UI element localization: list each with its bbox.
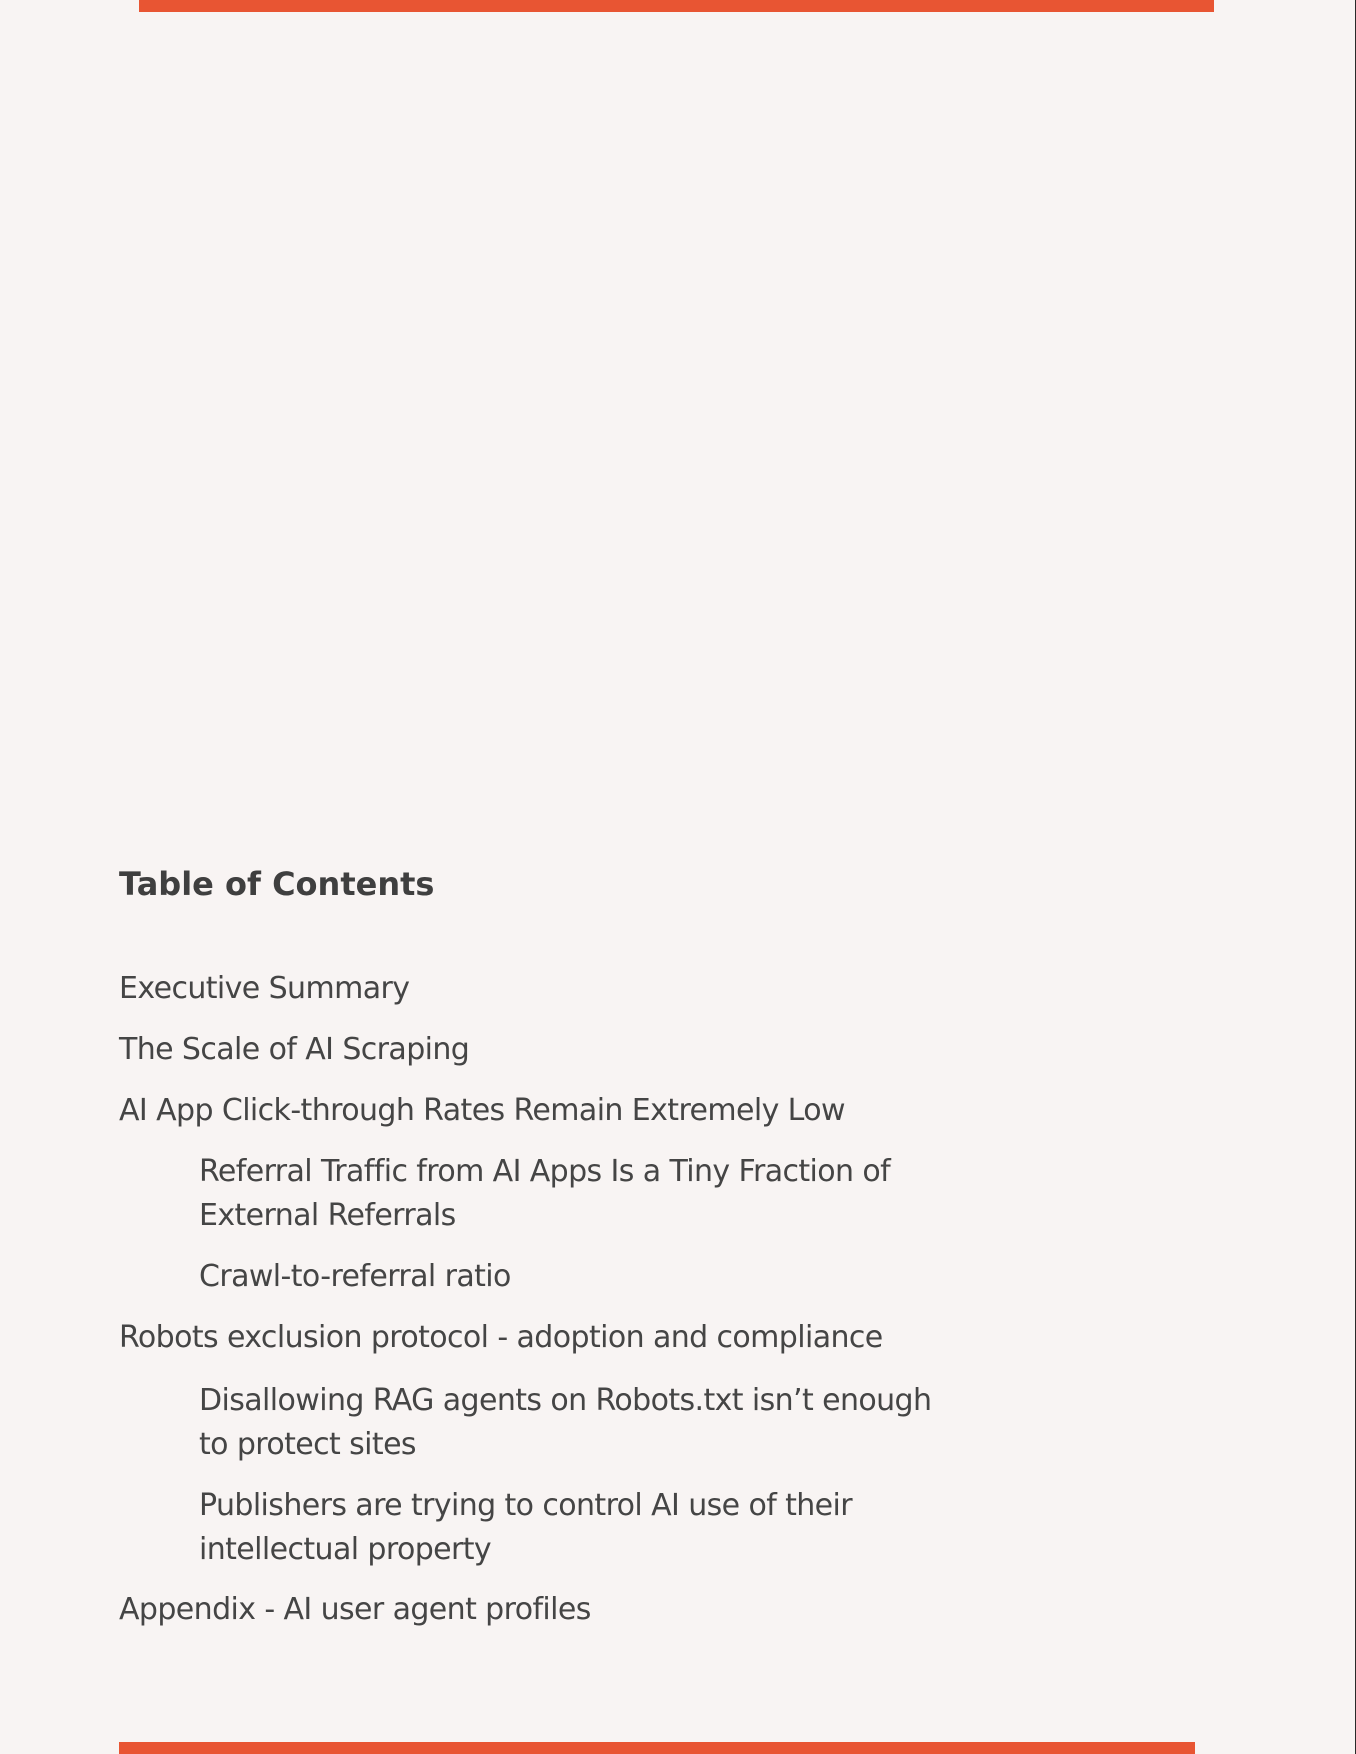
- toc-entry-appendix[interactable]: Appendix - AI user agent profiles: [119, 1592, 591, 1627]
- toc-entry-publishers-control-ai[interactable]: Publishers are trying to control AI use of their intellectual property: [199, 1488, 852, 1567]
- top-accent-bar: [139, 0, 1214, 12]
- toc-entry-disallowing-rag-agents[interactable]: Disallowing RAG agents on Robots.txt isn’t enough to protect sites: [199, 1383, 932, 1462]
- toc-entry-robots-exclusion-protocol[interactable]: Robots exclusion protocol - adoption and compliance: [119, 1320, 883, 1355]
- toc-entry-executive-summary[interactable]: Executive Summary: [119, 971, 410, 1006]
- toc-title: Table of Contents: [119, 865, 435, 903]
- toc-entry-click-through-rates[interactable]: AI App Click-through Rates Remain Extremely Low: [119, 1093, 845, 1128]
- toc-entry-crawl-to-referral-ratio[interactable]: Crawl-to-referral ratio: [199, 1259, 511, 1294]
- toc-entry-referral-traffic[interactable]: Referral Traffic from AI Apps Is a Tiny Fraction of External Referrals: [199, 1154, 891, 1233]
- toc-entry-scale-of-ai-scraping[interactable]: The Scale of AI Scraping: [119, 1032, 470, 1067]
- bottom-accent-bar: [119, 1742, 1195, 1754]
